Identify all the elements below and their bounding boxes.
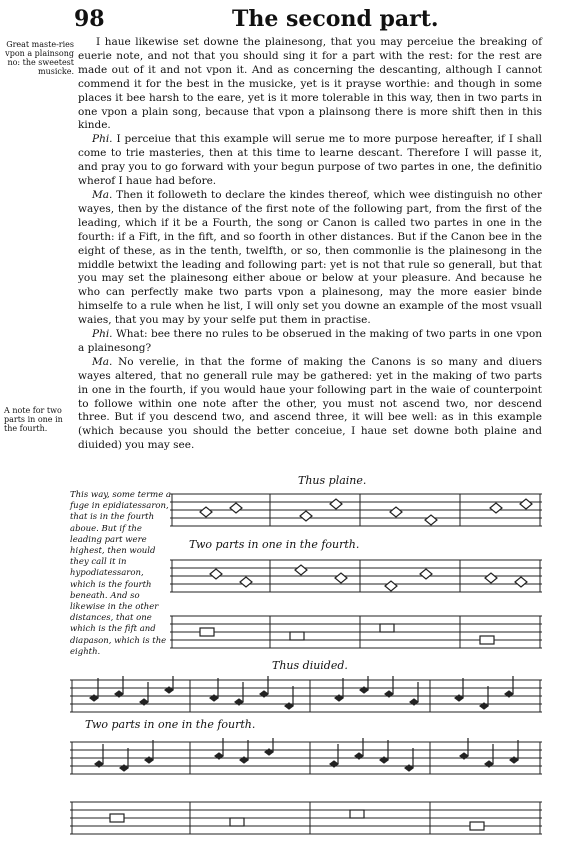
staff-divided-upper: [70, 676, 545, 722]
margin-note-fourth: A note for two parts in one in the fourth.: [4, 406, 63, 433]
staff-plainsong: [170, 612, 545, 658]
speaker-label: Ma.: [92, 355, 113, 368]
body-text: [78, 36, 542, 453]
paragraph: I haue likewise set downe the plainesong, that you may perceiue the breaking of euerie note, and not that you should sing it for a part with the rest: for the rest are made out of it and not vpon it. And as concerning the descanting, although I cannot commend it for the best in the musicke, yet is it prayse worthie: and though in some places it bee harsh to the eare, yet is it more tolerable in this way, then in two parts in one vpon a plain song, because that vpon a plainsong there is more shift then in this kinde.: [78, 36, 542, 132]
part-label-plain: Two parts in one in the fourth.: [186, 538, 362, 551]
staff-plain-upper: [170, 490, 545, 536]
speaker-label: Phi.: [92, 133, 113, 146]
speaker-label: Ma.: [92, 188, 113, 201]
caption-plain: Thus plaine.: [298, 474, 367, 487]
staff-divided-plainsong: [70, 798, 545, 844]
paragraph: Phi. What: bee there no rules to be obserued in the making of two parts in one vpon a plainesong?: [78, 328, 542, 354]
paragraph: Phi. I perceiue that this example will serue me to more purpose hereafter, if I shall come to trie masteries, then at this time to learne descant. Therefore I will passe it, and pray you to go forward with your begun purpose of two partes in one, the definitio wherof I haue had before.: [78, 133, 542, 188]
paragraph: Ma. No verelie, in that the forme of making the Canons is so many and diuers wayes altered, that no generall rule may be gathered: yet in the making of two parts in one in the fourth, if you would haue your following part in the waie of counterpoint to followe within one note after the other, you must not ascend two, nor descend three. But if you descend two, and ascend three, it will bee well: as in this example (which because you should the better conceiue, I haue set downe both plaine and diuided) you may see.: [78, 355, 542, 452]
example-side-note: This way, some terme a fuge in epidiatessaron, that is in the fourth aboue. But if the leading part were highest, then would they call it in hypodiatessaron, which is the fourth beneath. And so likewise in the other distances, that one which is the fift and diapason, which is the eighth.: [70, 490, 171, 657]
speaker-label: Phi.: [92, 328, 113, 341]
part-label-divided: Two parts in one in the fourth.: [82, 718, 258, 731]
margin-note-masteries: Great maste-ries vpon a plainsong no: the sweetest musicke.: [5, 40, 74, 76]
page-number: 98: [74, 6, 105, 32]
page-header: [0, 6, 567, 36]
staff-plain-middle: [170, 556, 545, 602]
caption-divided: Thus diuided.: [272, 659, 348, 672]
staff-divided-middle: [70, 738, 545, 784]
running-title: The second part.: [232, 6, 439, 32]
paragraph: Ma. Then it followeth to declare the kindes thereof, which wee distinguish no other wayes, then by the distance of the first note of the following part, from the first of the leading, which if it be a Fourth, the song or Canon is called two partes in one in the fourth: if a Fift, in the fift, and so foorth in other distances. But if the Canon bee in the eight of these, as in the tenth, twelfth, or so, then commonlie is the plainesong in the middle betwixt the leading and following part: yet is not that rule so generall, but that you may set the plainesong either aboue or below at your pleasure. And because he who can perfectly make two parts vpon a plainesong, may the more easier binde himselfe to a rule when he list, I will only set you downe an example of the most vsuall waies, that you may by your selfe put them in practise.: [78, 188, 542, 327]
